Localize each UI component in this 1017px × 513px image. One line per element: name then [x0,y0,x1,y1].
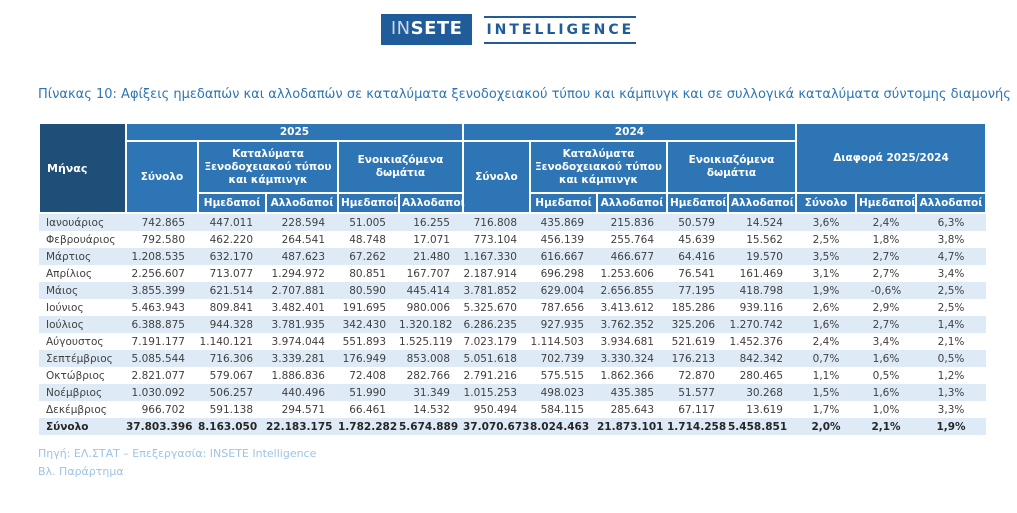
diff-cell: 3,1% [812,267,840,280]
diff-cell: 2,6% [812,301,840,314]
header-2024-hotel: Καταλύματα Ξενοδοχειακού τύπου και κάμπινγκ [530,141,667,193]
diff-cell: 2,7% [872,318,900,331]
value-cell: 939.116 [739,301,783,314]
header-2024-total: Σύνολο [463,141,530,213]
month-cell: Μάρτιος [46,250,92,263]
value-cell: 6.286.235 [463,318,517,331]
value-cell: 632.170 [209,250,253,263]
value-cell: 696.298 [540,267,584,280]
diff-cell: 1,8% [872,233,900,246]
value-cell: 445.414 [406,284,450,297]
value-cell: 48.748 [349,233,386,246]
diff-cell: 2,7% [872,250,900,263]
value-cell: 14.524 [746,216,783,229]
value-cell: 67.117 [678,403,715,416]
value-cell: 6.388.875 [131,318,185,331]
value-cell: 418.798 [739,284,783,297]
value-cell: 77.195 [678,284,715,297]
source-note: Πηγή: ΕΛ.ΣΤΑΤ – Επεξεργασία: INSETE Intelligence [38,447,317,460]
diff-cell: 2,0% [811,420,841,433]
diff-cell: 1,0% [872,403,900,416]
value-cell: 1.714.258 [667,420,727,433]
diff-cell: 3,5% [812,250,840,263]
value-cell: 342.430 [342,318,386,331]
value-cell: 1.782.282 [338,420,398,433]
diff-cell: 3,4% [937,267,965,280]
subheader-domestic: Ημεδαποί [198,193,266,213]
subheader-domestic: Ημεδαποί [338,193,399,213]
value-cell: 37.070.673 [463,420,530,433]
value-cell: 3.482.401 [271,301,325,314]
month-cell: Οκτώβριος [46,369,106,382]
diff-cell: 1,4% [937,318,965,331]
diff-cell: 3,6% [812,216,840,229]
table-row [39,213,986,231]
month-cell: Ιανουάριος [46,216,105,229]
subheader-foreign: Αλλοδαποί [266,193,338,213]
subheader-domestic: Ημεδαποί [856,193,916,213]
header-2025-total: Σύνολο [126,141,198,213]
value-cell: 853.008 [406,352,450,365]
value-cell: 282.766 [406,369,450,382]
value-cell: 716.306 [209,352,253,365]
diff-cell: 2,5% [937,301,965,314]
value-cell: 787.656 [540,301,584,314]
header-2024-rooms: Ενοικιαζόμενα δωμάτια [667,141,796,193]
value-cell: 1.525.119 [399,335,453,348]
diff-cell: 1,6% [872,352,900,365]
value-cell: 5.051.618 [463,352,517,365]
logo-mark-light: IN [390,18,411,39]
value-cell: 255.764 [610,233,654,246]
month-cell: Ιούνιος [46,301,84,314]
value-cell: 50.579 [678,216,715,229]
value-cell: 2.791.216 [463,369,517,382]
table-row [39,282,986,299]
value-cell: 264.541 [281,233,325,246]
value-cell: 3.330.324 [600,352,654,365]
table-header [39,123,986,213]
value-cell: 809.841 [209,301,253,314]
month-cell: Αύγουστος [46,335,104,348]
value-cell: 3.934.681 [600,335,654,348]
value-cell: 927.935 [540,318,584,331]
value-cell: 5.674.889 [399,420,459,433]
value-cell: 15.562 [746,233,783,246]
table-row [39,367,986,384]
diff-cell: 1,2% [937,369,965,382]
value-cell: 5.085.544 [131,352,185,365]
value-cell: 591.138 [209,403,253,416]
subheader-total: Σύνολο [796,193,856,213]
value-cell: 3.781.935 [271,318,325,331]
value-cell: 176.949 [342,352,386,365]
month-cell: Σεπτέμβριος [46,352,113,365]
value-cell: 435.385 [610,386,654,399]
value-cell: 185.286 [671,301,715,314]
value-cell: 2.707.881 [271,284,325,297]
value-cell: 579.067 [209,369,253,382]
month-cell: Απρίλιος [46,267,93,280]
value-cell: 37.803.396 [126,420,193,433]
value-cell: 30.268 [746,386,783,399]
value-cell: 2.656.855 [600,284,654,297]
value-cell: 1.452.376 [729,335,783,348]
insete-logo [0,0,1017,45]
header-month: Μήνας [39,123,126,213]
diff-cell: 1,3% [937,386,965,399]
table-row [39,231,986,248]
table-total-row [39,418,986,435]
month-cell: Δεκέμβριος [46,403,107,416]
diff-cell: -0,6% [870,284,902,297]
table-row [39,401,986,418]
diff-cell: 2,5% [937,284,965,297]
value-cell: 521.619 [671,335,715,348]
value-cell: 1.140.121 [199,335,253,348]
value-cell: 80.851 [349,267,386,280]
value-cell: 2.187.914 [463,267,517,280]
value-cell: 8.163.050 [198,420,258,433]
value-cell: 498.023 [540,386,584,399]
value-cell: 5.463.943 [131,301,185,314]
value-cell: 3.339.281 [271,352,325,365]
month-cell: Σύνολο [46,420,89,433]
diff-cell: 3,3% [937,403,965,416]
value-cell: 22.183.175 [266,420,333,433]
table-row [39,350,986,367]
value-cell: 176.213 [671,352,715,365]
value-cell: 80.590 [349,284,386,297]
value-cell: 792.580 [141,233,185,246]
value-cell: 506.257 [209,386,253,399]
value-cell: 447.011 [209,216,253,229]
value-cell: 456.139 [540,233,584,246]
value-cell: 621.514 [209,284,253,297]
value-cell: 21.480 [413,250,450,263]
value-cell: 713.077 [209,267,253,280]
value-cell: 616.667 [540,250,584,263]
diff-cell: 2,1% [937,335,965,348]
diff-cell: 3,4% [872,335,900,348]
subheader-domestic: Ημεδαποί [530,193,597,213]
value-cell: 215.836 [610,216,654,229]
subheader-foreign: Αλλοδαποί [728,193,796,213]
month-cell: Μάιος [46,284,79,297]
value-cell: 1.114.503 [530,335,584,348]
diff-cell: 2,9% [872,301,900,314]
value-cell: 702.739 [540,352,584,365]
table-row [39,299,986,316]
table-row [39,333,986,350]
value-cell: 67.262 [349,250,386,263]
value-cell: 161.469 [739,267,783,280]
value-cell: 966.702 [141,403,185,416]
value-cell: 3.974.044 [271,335,325,348]
value-cell: 551.893 [342,335,386,348]
value-cell: 716.808 [473,216,517,229]
table-body [39,213,986,435]
value-cell: 167.707 [406,267,450,280]
diff-cell: 1,6% [812,318,840,331]
value-cell: 944.328 [209,318,253,331]
value-cell: 280.465 [739,369,783,382]
value-cell: 466.677 [610,250,654,263]
value-cell: 3.855.399 [131,284,185,297]
value-cell: 325.206 [671,318,715,331]
value-cell: 742.865 [141,216,185,229]
table-row [39,265,986,282]
subheader-foreign: Αλλοδαποί [916,193,986,213]
subheader-foreign: Αλλοδαποί [399,193,463,213]
value-cell: 294.571 [281,403,325,416]
logo-mark-bold: SETE [410,18,463,39]
value-cell: 950.494 [473,403,517,416]
value-cell: 19.570 [746,250,783,263]
value-cell: 1.030.092 [131,386,185,399]
diff-cell: 2,5% [812,233,840,246]
value-cell: 3.413.612 [600,301,654,314]
value-cell: 21.873.101 [597,420,664,433]
diff-cell: 1,1% [812,369,840,382]
value-cell: 51.005 [349,216,386,229]
subheader-foreign: Αλλοδαποί [597,193,667,213]
value-cell: 773.104 [473,233,517,246]
value-cell: 575.515 [540,369,584,382]
value-cell: 191.695 [342,301,386,314]
value-cell: 584.115 [540,403,584,416]
value-cell: 629.004 [540,284,584,297]
diff-cell: 6,3% [937,216,965,229]
value-cell: 1.253.606 [600,267,654,280]
value-cell: 440.496 [281,386,325,399]
insete-logo-wordmark: INTELLIGENCE [484,16,636,44]
value-cell: 1.294.972 [271,267,325,280]
diff-cell: 1,5% [812,386,840,399]
value-cell: 13.619 [746,403,783,416]
value-cell: 5.458.851 [728,420,788,433]
diff-cell: 1,9% [936,420,966,433]
month-cell: Φεβρουάριος [46,233,116,246]
value-cell: 16.255 [413,216,450,229]
diff-cell: 2,1% [871,420,901,433]
diff-cell: 4,7% [937,250,965,263]
value-cell: 3.781.852 [463,284,517,297]
value-cell: 66.461 [349,403,386,416]
diff-cell: 0,5% [937,352,965,365]
value-cell: 76.541 [678,267,715,280]
value-cell: 2.821.077 [131,369,185,382]
header-year-2024: 2024 [463,123,796,141]
diff-cell: 1,6% [872,386,900,399]
value-cell: 2.256.607 [131,267,185,280]
header-diff: Διαφορά 2025/2024 [796,123,986,193]
table-row [39,316,986,333]
value-cell: 487.623 [281,250,325,263]
value-cell: 1.167.330 [463,250,517,263]
value-cell: 7.023.179 [463,335,517,348]
value-cell: 45.639 [678,233,715,246]
value-cell: 1.886.836 [271,369,325,382]
value-cell: 72.870 [678,369,715,382]
header-2025-hotel: Καταλύματα Ξενοδοχειακού τύπου και κάμπινγκ [198,141,338,193]
value-cell: 5.325.670 [463,301,517,314]
arrivals-table [38,122,987,435]
value-cell: 31.349 [413,386,450,399]
month-cell: Ιούλιος [46,318,84,331]
value-cell: 462.220 [209,233,253,246]
value-cell: 14.532 [413,403,450,416]
value-cell: 980.006 [406,301,450,314]
month-cell: Νοέμβριος [46,386,103,399]
value-cell: 72.408 [349,369,386,382]
diff-cell: 0,5% [872,369,900,382]
value-cell: 64.416 [678,250,715,263]
value-cell: 3.762.352 [600,318,654,331]
diff-cell: 3,8% [937,233,965,246]
appendix-note: Βλ. Παράρτημα [38,465,124,478]
insete-logo-mark [381,14,473,45]
table-title: Πίνακας 10: Αφίξεις ημεδαπών και αλλοδαπών σε καταλύματα ξενοδοχειακού τύπου και κάμπινγκ και σε συλλογικά καταλύματα σύντομης διαμονής [38,87,1011,102]
header-2025-rooms: Ενοικιαζόμενα δωμάτια [338,141,463,193]
diff-cell: 2,4% [812,335,840,348]
diff-cell: 2,7% [872,267,900,280]
value-cell: 1.320.182 [399,318,453,331]
value-cell: 51.577 [678,386,715,399]
diff-cell: 1,9% [812,284,840,297]
value-cell: 1.270.742 [729,318,783,331]
diff-cell: 1,7% [812,403,840,416]
value-cell: 8.024.463 [530,420,590,433]
subheader-domestic: Ημεδαποί [667,193,728,213]
value-cell: 285.643 [610,403,654,416]
value-cell: 228.594 [281,216,325,229]
value-cell: 1.862.366 [600,369,654,382]
value-cell: 7.191.177 [131,335,185,348]
header-year-2025: 2025 [126,123,463,141]
table-row [39,384,986,401]
value-cell: 842.342 [739,352,783,365]
table-footer [38,445,1017,481]
value-cell: 1.208.535 [131,250,185,263]
table-row [39,248,986,265]
diff-cell: 2,4% [872,216,900,229]
value-cell: 17.071 [413,233,450,246]
value-cell: 1.015.253 [463,386,517,399]
value-cell: 435.869 [540,216,584,229]
diff-cell: 0,7% [812,352,840,365]
value-cell: 51.990 [349,386,386,399]
